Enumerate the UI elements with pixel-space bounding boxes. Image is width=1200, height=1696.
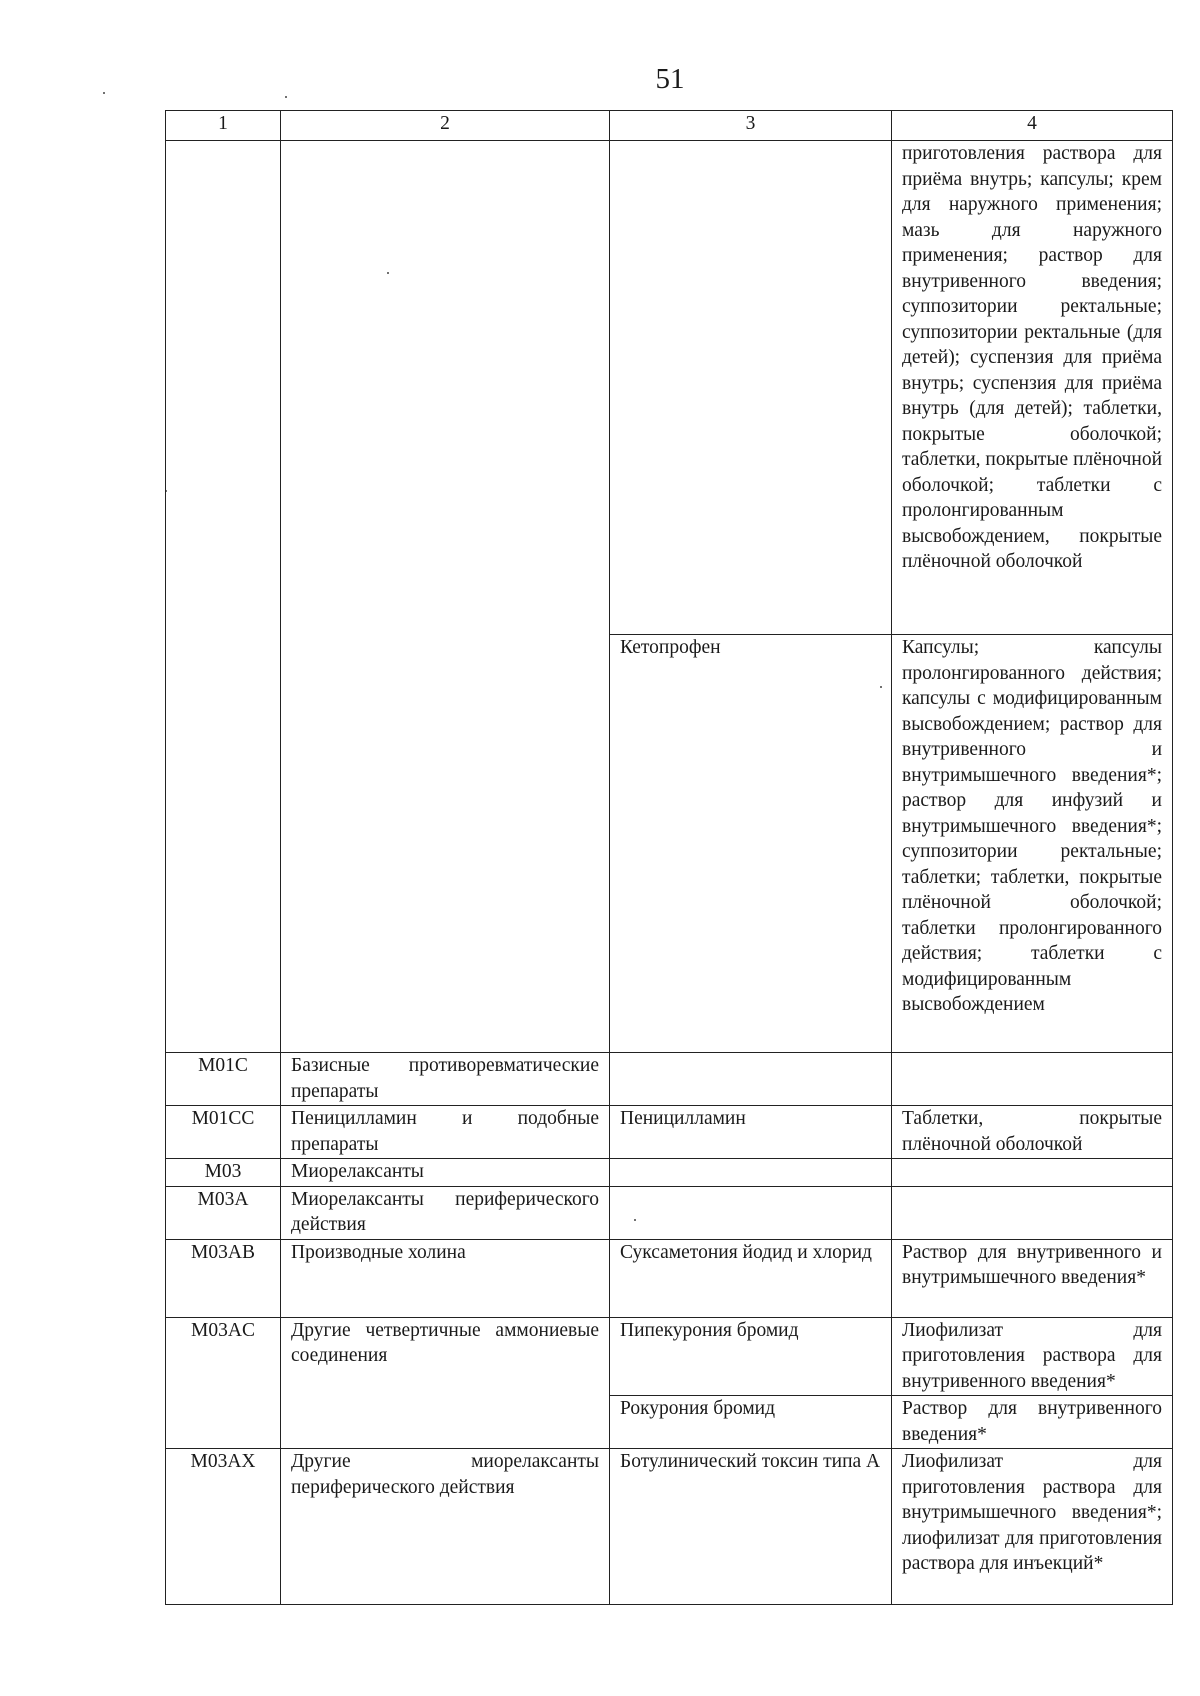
code-cell (166, 1159, 281, 1187)
table-row (166, 1186, 1173, 1239)
group-cell (281, 1186, 610, 1239)
table-header-row (166, 111, 1173, 141)
drug-text: Пеницилламин (620, 1108, 746, 1129)
drug-text: Рокурония бромид (620, 1398, 776, 1419)
forms-text: Капсулы; капсулы пролонгированного действия; капсулы с модифицированным высвобождением; раствор для внутривенного и внутримышечного введения*; раствор для инфузий и внутримышечного введения*; суппозитории ректальные; таблетки; таблетки, покрытые плёночной оболочкой; таблетки пролонгированного действия; таблетки с модифицированным высвобождением (902, 637, 1162, 1015)
page-number-text: 51 (655, 63, 685, 95)
table-row (166, 141, 1173, 635)
group-cell (281, 1239, 610, 1317)
scan-speck (285, 96, 287, 98)
code-text: M03AX (190, 1451, 256, 1472)
drug-cell (610, 1317, 892, 1396)
code-cell (166, 1317, 281, 1449)
table-row (166, 1159, 1173, 1187)
table-row (166, 1106, 1173, 1159)
code-text: M03A (197, 1188, 249, 1210)
header-col-3: 3 (610, 111, 892, 141)
table-row (166, 1053, 1173, 1106)
drug-text: Ботулинический токсин типа А (620, 1451, 881, 1472)
scan-speck (103, 92, 105, 94)
code-cell (166, 1239, 281, 1317)
group-cell (281, 1159, 610, 1187)
drug-cell (610, 1239, 892, 1317)
forms-cell (892, 1396, 1173, 1449)
table-row (166, 1449, 1173, 1605)
forms-cell (892, 1053, 1173, 1106)
forms-text: Таблетки, покрытые плёночной оболочкой (902, 1108, 1162, 1155)
group-text: Базисные противоревматические препараты (291, 1055, 599, 1102)
drug-text: Кетопрофен (620, 637, 721, 658)
group-text: Пеницилламин и подобные препараты (291, 1108, 599, 1155)
drug-cell (610, 1449, 892, 1605)
forms-text: приготовления раствора для приёма внутрь; капсулы; крем для наружного применения; мазь для наружного применения; раствор для внутривенного введения; суппозитории ректальные; суппозитории ректальные (для детей); суспензия для приёма внутрь; суспензия для приёма внутрь (для детей); таблетки, покрытые оболочкой; таблетки, покрытые плёночной оболочкой; таблетки с пролонгированным высвобождением, покрытые плёночной оболочкой (902, 143, 1163, 572)
code-cell (166, 1449, 281, 1605)
code-text: M03 (204, 1161, 242, 1182)
group-cell (281, 1106, 610, 1159)
forms-cell (892, 1239, 1173, 1317)
drug-text: Пипекурония бромид (620, 1319, 799, 1341)
group-text: Другие четвертичные аммониевые соединения (291, 1319, 599, 1366)
code-text: M01C (198, 1055, 248, 1076)
code-text: M03AC (191, 1319, 255, 1341)
header-col-4: 4 (892, 111, 1173, 141)
group-text: Миорелаксанты (291, 1161, 424, 1182)
group-text: Другие миорелаксанты периферического действия (291, 1451, 599, 1498)
code-cell (166, 1053, 281, 1106)
header-col-1: 1 (166, 111, 281, 141)
forms-cell (892, 141, 1173, 635)
group-cell (281, 1053, 610, 1106)
forms-cell (892, 1449, 1173, 1605)
forms-text: Лиофилизат для приготовления раствора для внутривенного введения* (902, 1319, 1162, 1392)
drug-text: Суксаметония йодид и хлорид (620, 1241, 872, 1263)
group-cell (281, 1449, 610, 1605)
table-row (166, 1317, 1173, 1396)
group-cell (281, 141, 610, 1053)
group-cell (281, 1317, 610, 1449)
forms-text: Раствор для внутривенного и внутримышечного введения* (902, 1241, 1162, 1288)
code-cell (166, 1106, 281, 1159)
forms-cell (892, 1159, 1173, 1187)
forms-cell (892, 1317, 1173, 1396)
group-text: Миорелаксанты периферического действия (291, 1188, 599, 1235)
drug-cell (610, 141, 892, 635)
code-cell (166, 141, 281, 1053)
forms-cell (892, 635, 1173, 1053)
page-number (0, 62, 1200, 96)
drug-classification-table (165, 110, 1173, 1605)
code-text: M01CC (191, 1108, 255, 1129)
forms-cell (892, 1186, 1173, 1239)
forms-text: Раствор для внутривенного введения* (902, 1398, 1162, 1445)
drug-cell (610, 1106, 892, 1159)
header-col-2: 2 (281, 111, 610, 141)
code-cell (166, 1186, 281, 1239)
drug-cell (610, 635, 892, 1053)
forms-text: Лиофилизат для приготовления раствора для внутримышечного введения*; лиофилизат для приготовления раствора для инъекций* (902, 1451, 1162, 1574)
drug-cell (610, 1053, 892, 1106)
drug-cell (610, 1159, 892, 1187)
table-row (166, 1239, 1173, 1317)
drug-cell (610, 1186, 892, 1239)
drug-cell (610, 1396, 892, 1449)
code-text: M03AB (191, 1241, 255, 1263)
group-text: Производные холина (291, 1241, 466, 1263)
forms-cell (892, 1106, 1173, 1159)
